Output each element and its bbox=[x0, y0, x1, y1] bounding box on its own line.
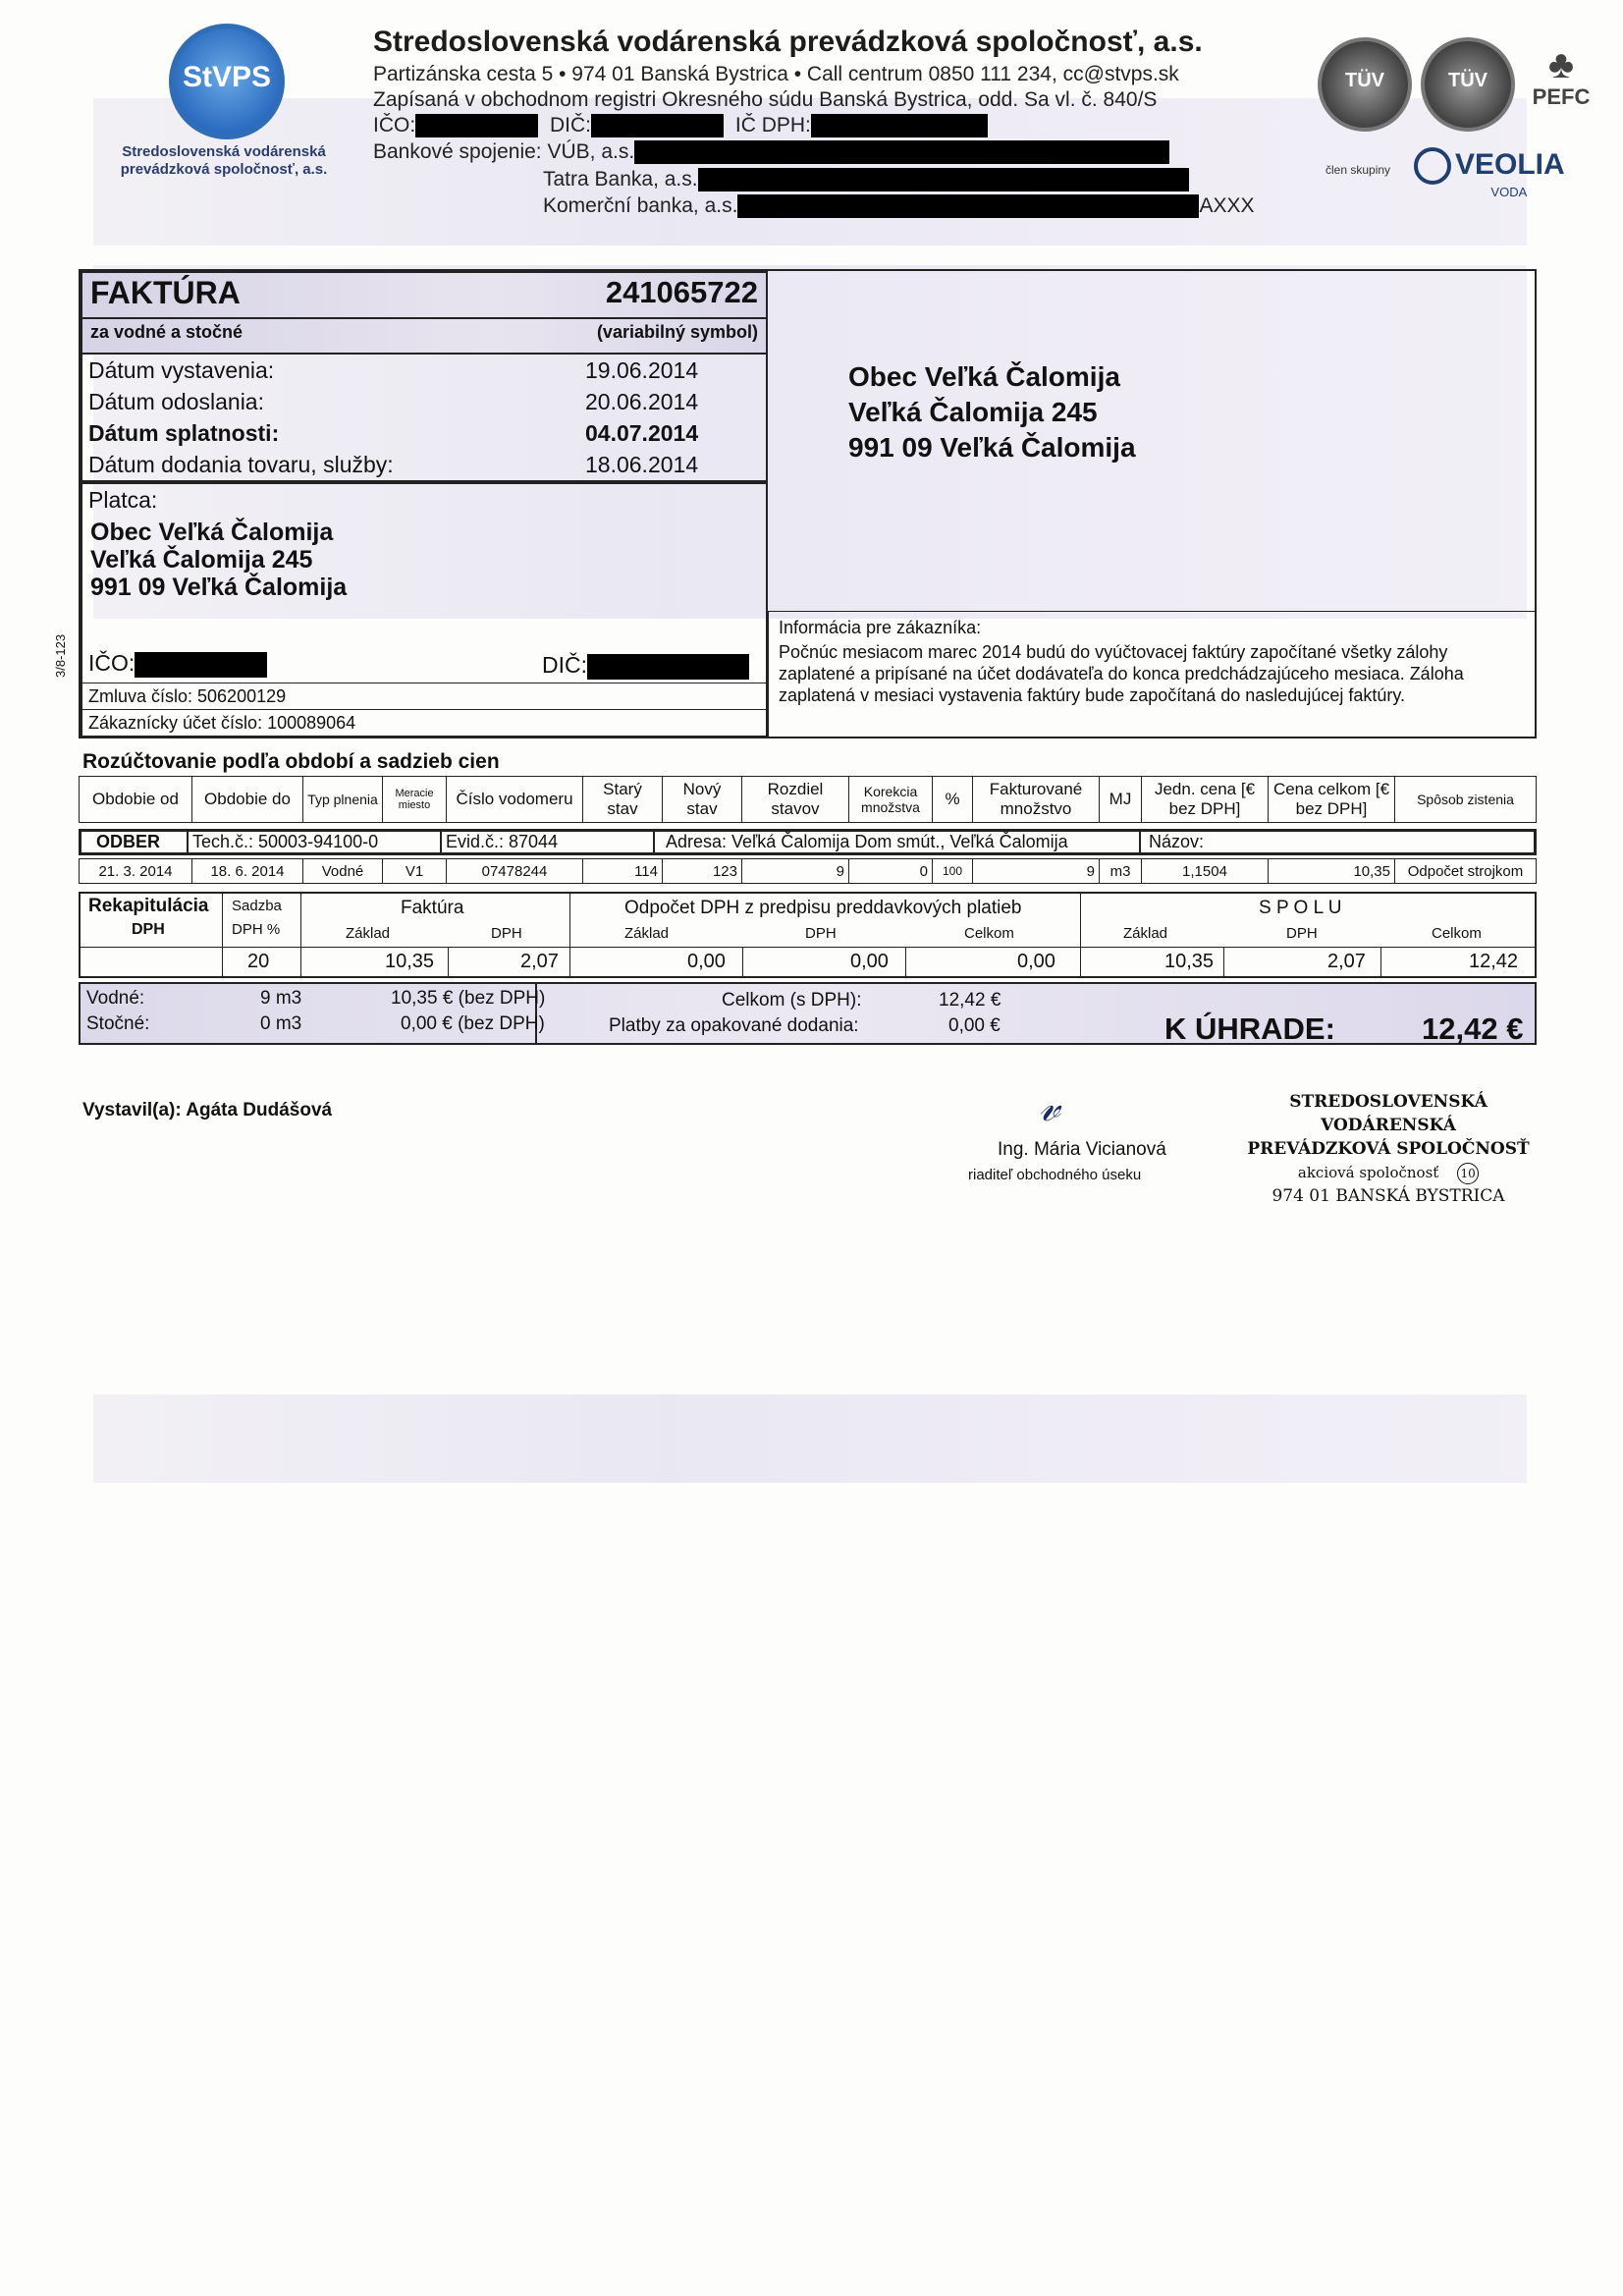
recap-vat-label: DPH bbox=[1286, 925, 1318, 942]
breakdown-header-table bbox=[79, 776, 1537, 823]
recap-vat-label: DPH bbox=[491, 925, 522, 942]
logo-caption-line: Stredoslovenská vodárenská bbox=[122, 143, 326, 160]
dic-label: DIČ: bbox=[542, 652, 587, 678]
bank-suffix: AXXX bbox=[1199, 194, 1255, 217]
divider bbox=[1223, 947, 1224, 978]
invoice-subtitle: za vodné a stočné bbox=[90, 322, 243, 342]
ico-label: IČO: bbox=[88, 650, 135, 676]
cell-date-from: 21. 3. 2014 bbox=[80, 859, 192, 884]
sewage-qty: 0 m3 bbox=[260, 1013, 302, 1034]
col-header: Starý stav bbox=[583, 777, 663, 823]
recap-base-label: Základ bbox=[346, 925, 391, 942]
divider bbox=[653, 829, 655, 855]
stamp-line: STREDOSLOVENSKÁ VODÁRENSKÁ bbox=[1289, 1092, 1488, 1135]
cell-qty: 9 bbox=[973, 859, 1100, 884]
pefc-text: PEFC bbox=[1532, 84, 1591, 109]
cell-diff: 9 bbox=[742, 859, 849, 884]
company-logo bbox=[169, 24, 285, 139]
date-issued-label: Dátum vystavenia: bbox=[88, 357, 275, 383]
cell-total: 10,35 bbox=[1269, 859, 1395, 884]
divider bbox=[222, 892, 223, 978]
company-name: Stredoslovenská vodárenská prevádzková spoločnosť, a.s. bbox=[373, 26, 1203, 58]
company-address: Partizánska cesta 5 • 974 01 Banská Bystrica • Call centrum 0850 111 234, cc@stvps.sk bbox=[373, 63, 1179, 85]
recipient-address bbox=[848, 359, 1136, 465]
odber-label: ODBER bbox=[96, 832, 161, 851]
divider bbox=[81, 317, 768, 319]
col-header: Cena celkom [€ bez DPH] bbox=[1269, 777, 1395, 823]
amount-due-label: K ÚHRADE: bbox=[1164, 1011, 1335, 1046]
recap-deduction-total: 0,00 bbox=[1017, 951, 1055, 972]
recap-base-label: Základ bbox=[1123, 925, 1168, 942]
stamp-line: 974 01 BANSKÁ BYSTRICA bbox=[1271, 1186, 1505, 1206]
col-header: Fakturované množstvo bbox=[973, 777, 1100, 823]
bank-line-2 bbox=[543, 168, 1189, 191]
odber-address: Adresa: Veľká Čalomija Dom smút., Veľká Čalomija bbox=[666, 832, 1068, 851]
contract-number: Zmluva číslo: 506200129 bbox=[88, 686, 287, 706]
cell-type: Vodné bbox=[303, 859, 383, 884]
water-label: Vodné: bbox=[86, 988, 145, 1009]
payments-label: Platby za opakované dodania: bbox=[609, 1015, 859, 1036]
divider bbox=[440, 829, 442, 855]
recap-subtitle: DPH bbox=[132, 921, 165, 938]
divider bbox=[1080, 892, 1081, 978]
bank-line-1 bbox=[373, 140, 1169, 164]
recap-invoice-base: 10,35 bbox=[385, 951, 435, 972]
stamp-line: PREVÁDZKOVÁ SPOLOČNOSŤ bbox=[1247, 1139, 1530, 1159]
col-header: MJ bbox=[1100, 777, 1142, 823]
recap-rate-label: DPH % bbox=[232, 921, 281, 938]
amount-due-value: 12,42 € bbox=[1422, 1011, 1524, 1046]
col-header: Meracie miesto bbox=[383, 777, 447, 823]
divider bbox=[569, 892, 570, 978]
sewage-amount: 0,00 € (bez DPH) bbox=[401, 1013, 545, 1034]
logo-text: StVPS bbox=[182, 61, 272, 93]
recap-invoice-label: Faktúra bbox=[401, 898, 464, 918]
redaction bbox=[587, 654, 749, 680]
date-due-label: Dátum splatnosti: bbox=[88, 420, 280, 446]
col-header: % bbox=[933, 777, 973, 823]
signer-name: Ing. Mária Vicianová bbox=[998, 1139, 1166, 1160]
badge-text: TÜV bbox=[1448, 70, 1488, 91]
pefc-logo bbox=[1522, 45, 1600, 110]
dic-label: DIČ: bbox=[550, 114, 592, 137]
cell-method: Odpočet strojkom bbox=[1395, 859, 1537, 884]
redaction bbox=[698, 168, 1189, 191]
col-header: Typ plnenia bbox=[303, 777, 383, 823]
divider bbox=[1380, 947, 1381, 978]
bank-name: VÚB, a.s. bbox=[547, 140, 635, 163]
cell-meter: 07478244 bbox=[447, 859, 583, 884]
breakdown-header-row bbox=[80, 777, 1537, 823]
date-due-value: 04.07.2014 bbox=[585, 420, 699, 446]
tech-number: Tech.č.: 50003-94100-0 bbox=[192, 832, 379, 851]
odber-name: Názov: bbox=[1149, 832, 1205, 851]
signature: 𝓋 bbox=[1039, 1082, 1060, 1130]
payer-city: 991 09 Veľká Čalomija bbox=[90, 574, 348, 601]
cell-correction: 0 bbox=[849, 859, 933, 884]
veolia-logo bbox=[1414, 147, 1565, 199]
stamp-line: akciová spoločnosť bbox=[1297, 1164, 1439, 1181]
divider bbox=[905, 947, 906, 978]
veolia-sub: VODA bbox=[1490, 185, 1528, 199]
cell-percent: 100 bbox=[933, 859, 973, 884]
bank-label: Bankové spojenie: bbox=[373, 140, 542, 163]
variable-symbol-label: (variabilný symbol) bbox=[596, 322, 758, 342]
payer-dic bbox=[542, 652, 749, 680]
recap-title: Rekapitulácia bbox=[88, 896, 209, 916]
water-qty: 9 m3 bbox=[260, 988, 302, 1009]
side-code: 3/8-123 bbox=[53, 633, 68, 678]
recipient-name: Obec Veľká Čalomija bbox=[848, 361, 1120, 392]
payer-label: Platca: bbox=[88, 487, 158, 513]
divider bbox=[742, 947, 743, 978]
divider bbox=[448, 947, 449, 978]
recipient-street: Veľká Čalomija 245 bbox=[848, 397, 1098, 427]
col-header: Rozdiel stavov bbox=[742, 777, 849, 823]
col-header: Spôsob zistenia bbox=[1395, 777, 1537, 823]
company-register: Zapísaná v obchodnom registri Okresného súdu Banská Bystrica, odd. Sa vl. č. 840/S bbox=[373, 88, 1158, 111]
recap-rate: 20 bbox=[247, 951, 270, 972]
tuv-badge-icon bbox=[1421, 37, 1515, 132]
veolia-text: VEOLIA bbox=[1455, 147, 1565, 181]
bank-name: Tatra Banka, a.s. bbox=[543, 168, 698, 191]
recap-rate-label: Sadzba bbox=[232, 898, 282, 914]
date-sent-value: 20.06.2014 bbox=[585, 389, 699, 414]
cell-old: 114 bbox=[583, 859, 663, 884]
sewage-label: Stočné: bbox=[86, 1013, 150, 1034]
recap-deduction-vat: 0,00 bbox=[850, 951, 889, 972]
bank-line-3 bbox=[543, 194, 1254, 218]
tuv-badge-icon bbox=[1318, 37, 1412, 132]
veolia-icon bbox=[1414, 147, 1451, 185]
breakdown-data-table bbox=[79, 858, 1537, 884]
col-header: Obdobie od bbox=[80, 777, 192, 823]
company-stamp bbox=[1231, 1090, 1545, 1208]
date-delivery-value: 18.06.2014 bbox=[585, 452, 699, 477]
redaction bbox=[634, 140, 1169, 164]
redaction bbox=[737, 194, 1199, 218]
bank-name: Komerční banka, a.s. bbox=[543, 194, 738, 217]
date-issued-value: 19.06.2014 bbox=[585, 357, 699, 383]
payments-value: 0,00 € bbox=[948, 1015, 1001, 1036]
col-header: Jedn. cena [€ bez DPH] bbox=[1142, 777, 1269, 823]
total-with-vat-value: 12,42 € bbox=[939, 990, 1001, 1011]
divider bbox=[300, 892, 301, 978]
col-header: Obdobie do bbox=[192, 777, 303, 823]
divider bbox=[1139, 829, 1141, 855]
recap-sum-base: 10,35 bbox=[1164, 951, 1215, 972]
background-band bbox=[93, 1394, 1527, 1483]
date-delivery-label: Dátum dodania tovaru, služby: bbox=[88, 452, 394, 477]
icdph-label: IČ DPH: bbox=[734, 114, 811, 137]
recap-sum-total: 12,42 bbox=[1469, 951, 1519, 972]
divider bbox=[187, 829, 189, 855]
cell-new: 123 bbox=[663, 859, 742, 884]
recap-deduction-base: 0,00 bbox=[687, 951, 726, 972]
col-header: Číslo vodomeru bbox=[447, 777, 583, 823]
cell-date-to: 18. 6. 2014 bbox=[192, 859, 303, 884]
stamp-number: 10 bbox=[1457, 1163, 1479, 1184]
badge-text: TÜV bbox=[1345, 70, 1384, 91]
recap-deduction-label: Odpočet DPH z predpisu preddavkových platieb bbox=[624, 898, 1022, 918]
recap-vat-label: DPH bbox=[805, 925, 837, 942]
cell-point: V1 bbox=[383, 859, 447, 884]
col-header: Nový stav bbox=[663, 777, 742, 823]
info-text: Počnúc mesiacom marec 2014 budú do vyúčtovacej faktúry započítané všetky zálohy zaplatené a pripísané na účet dodávateľa do konca predchádzajúceho mesiaca. Záloha zaplatená v mesiaci vystavenia faktúry bude započítaná do nasledujúcej faktúry. bbox=[779, 642, 1464, 705]
water-amount: 10,35 € (bez DPH) bbox=[391, 988, 546, 1009]
table-row bbox=[80, 859, 1537, 884]
recap-base-label: Základ bbox=[624, 925, 670, 942]
invoice-title: FAKTÚRA bbox=[90, 275, 241, 310]
info-title: Informácia pre zákazníka: bbox=[779, 618, 982, 637]
issued-by: Vystavil(a): Agáta Dudášová bbox=[82, 1100, 333, 1121]
payer-name: Obec Veľká Čalomija bbox=[90, 519, 334, 546]
logo-caption-line: prevádzková spoločnosť, a.s. bbox=[120, 161, 328, 178]
redaction bbox=[135, 652, 267, 678]
redaction bbox=[591, 114, 724, 137]
invoice-title-box bbox=[81, 271, 768, 355]
ico-label: IČO: bbox=[373, 114, 416, 137]
recap-total-label: Celkom bbox=[964, 925, 1014, 942]
recap-sum-vat: 2,07 bbox=[1327, 951, 1366, 972]
group-label: člen skupiny bbox=[1325, 163, 1391, 177]
payer-street: Veľká Čalomija 245 bbox=[90, 546, 313, 574]
evid-number: Evid.č.: 87044 bbox=[446, 832, 559, 851]
company-ids bbox=[373, 114, 988, 137]
info-box bbox=[768, 611, 1537, 738]
signer-role: riaditeľ obchodného úseku bbox=[968, 1167, 1142, 1183]
customer-account: Zákaznícky účet číslo: 100089064 bbox=[88, 713, 356, 733]
redaction bbox=[811, 114, 988, 137]
invoice-number: 241065722 bbox=[605, 275, 758, 309]
redaction bbox=[415, 114, 538, 137]
cell-unit-price: 1,1504 bbox=[1142, 859, 1269, 884]
recap-total-label: Celkom bbox=[1432, 925, 1482, 942]
date-sent-label: Dátum odoslania: bbox=[88, 389, 264, 414]
payer-ico bbox=[88, 650, 267, 678]
divider bbox=[81, 709, 768, 710]
recap-sum-label: S P O L U bbox=[1259, 898, 1342, 918]
recipient-city: 991 09 Veľká Čalomija bbox=[848, 432, 1136, 463]
tree-icon: ♣ bbox=[1547, 43, 1575, 86]
cell-unit: m3 bbox=[1100, 859, 1142, 884]
recap-invoice-vat: 2,07 bbox=[520, 951, 559, 972]
col-header: Korekcia množstva bbox=[849, 777, 933, 823]
total-with-vat-label: Celkom (s DPH): bbox=[722, 990, 862, 1011]
divider bbox=[79, 947, 1537, 948]
breakdown-title: Rozúčtovanie podľa období a sadzieb cien bbox=[82, 750, 500, 773]
logo-caption bbox=[116, 143, 332, 179]
